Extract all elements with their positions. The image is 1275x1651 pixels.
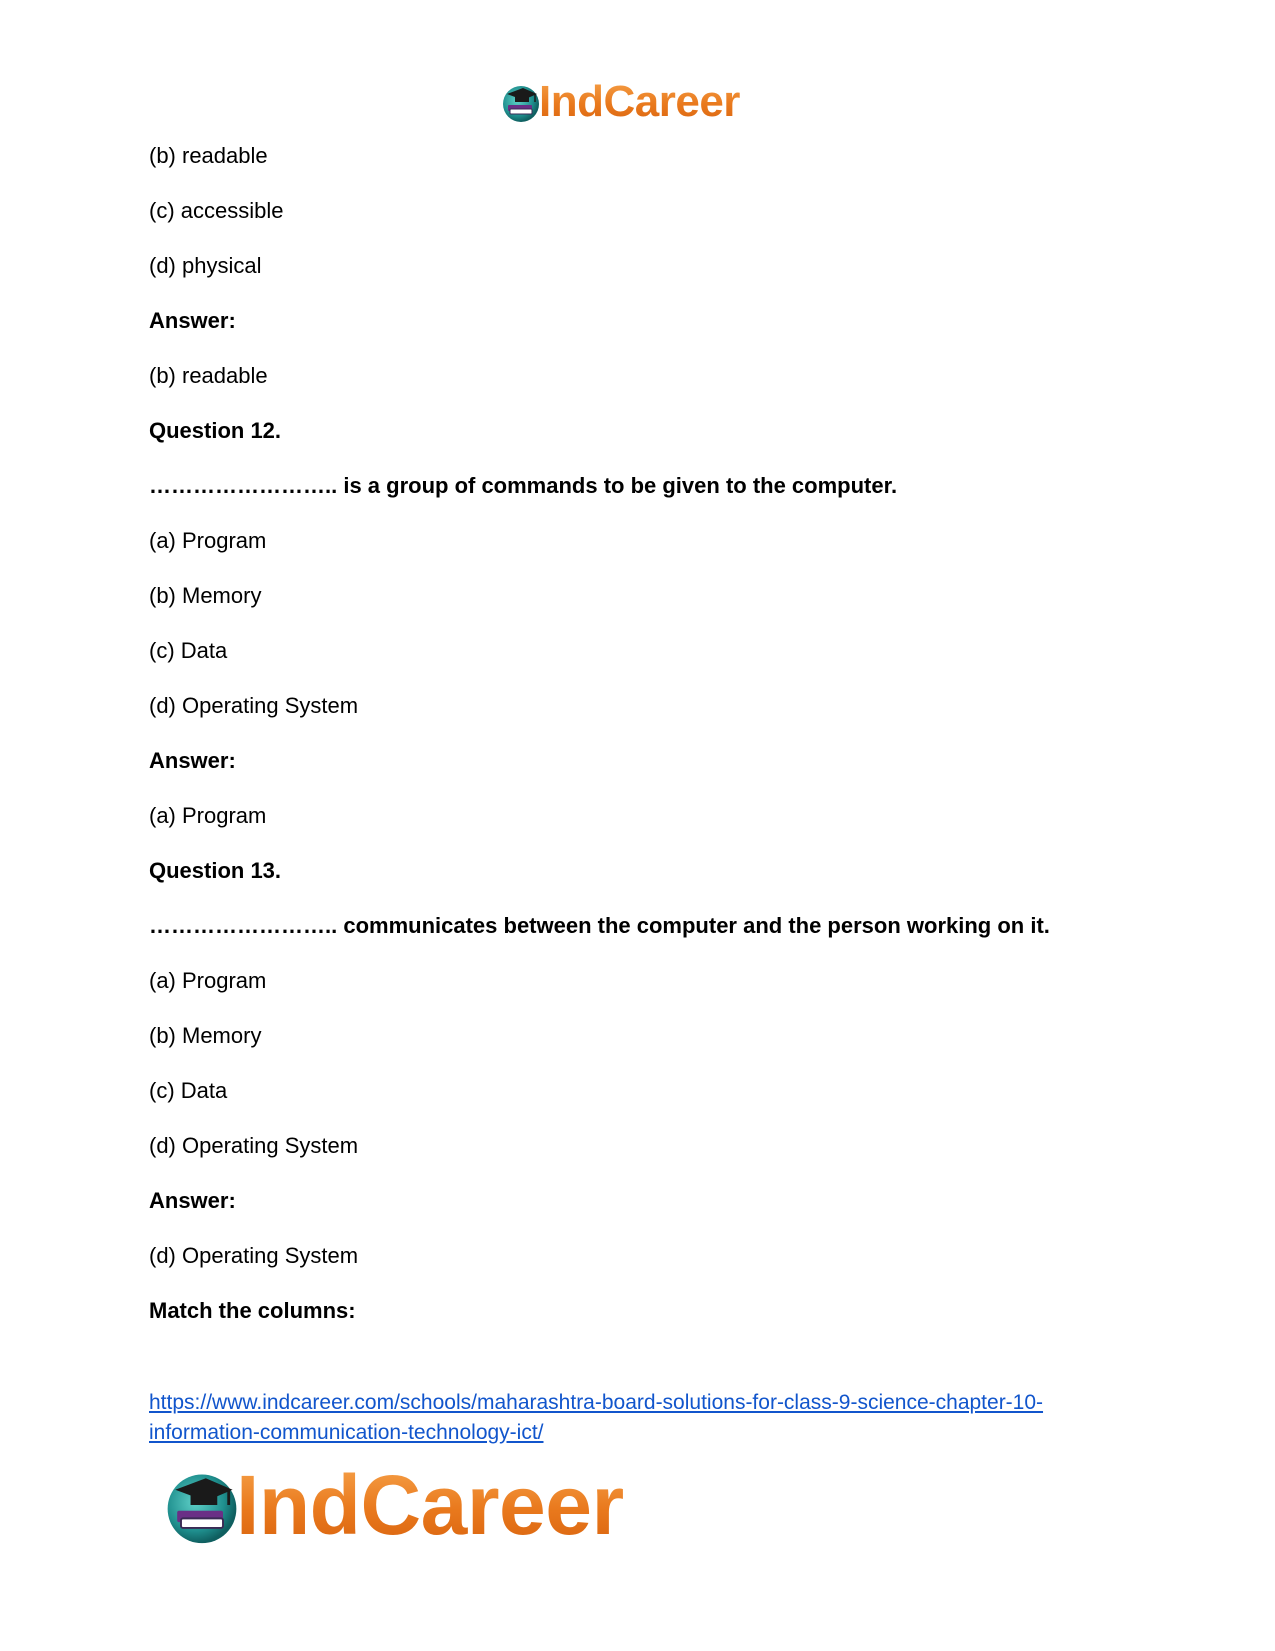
header-brand-name: IndCareer: [539, 77, 740, 126]
answer-label: Answer:: [149, 748, 236, 773]
question-text: …………………….. is a group of commands to be given to the computer.: [149, 473, 898, 498]
option-item: (b) readable: [149, 143, 268, 168]
option-item: (d) Operating System: [149, 1133, 359, 1158]
globe-graduation-cap-icon: [160, 1463, 244, 1547]
question-text: …………………….. communicates between the computer and the person working on it.: [149, 913, 1050, 938]
option-item: (c) Data: [149, 638, 228, 663]
source-link-block: [149, 1388, 1149, 1448]
option-item: (a) Program: [149, 968, 267, 993]
question-heading: Question 12.: [149, 418, 282, 443]
source-link-line-1: https://www.indcareer.com/schools/maharashtra-board-solutions-for-class-9-science-chapter-10-: [149, 1391, 1044, 1414]
globe-graduation-cap-icon: [499, 80, 543, 124]
option-item: (b) readable: [149, 363, 268, 388]
option-item: (a) Program: [149, 803, 267, 828]
document-body: [149, 143, 1149, 1353]
option-item: (c) Data: [149, 1078, 228, 1103]
footer-brand-name: IndCareer: [236, 1458, 624, 1552]
source-link[interactable]: [149, 1391, 1043, 1444]
footer-logo: [160, 1458, 624, 1552]
option-item: (a) Program: [149, 528, 267, 553]
option-item: (b) Memory: [149, 1023, 262, 1048]
header-logo: [499, 78, 740, 126]
question-heading: Question 13.: [149, 858, 282, 883]
option-item: (d) physical: [149, 253, 262, 278]
answer-label: Answer:: [149, 308, 236, 333]
answer-label: Answer:: [149, 1188, 236, 1213]
option-item: (b) Memory: [149, 583, 262, 608]
option-item: (d) Operating System: [149, 1243, 359, 1268]
section-heading: Match the columns:: [149, 1298, 356, 1323]
option-item: (d) Operating System: [149, 693, 359, 718]
option-item: (c) accessible: [149, 198, 284, 223]
source-link-line-2: information-communication-technology-ict/: [149, 1421, 544, 1444]
